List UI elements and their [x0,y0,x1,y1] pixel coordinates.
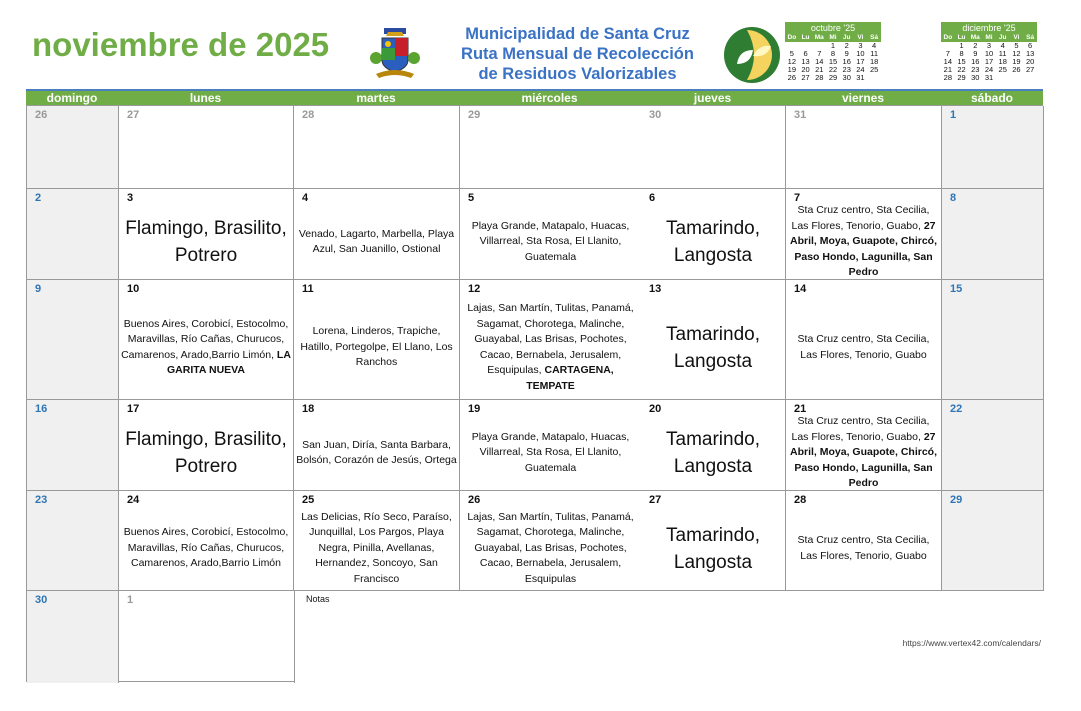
day-number: 5 [468,192,475,204]
route-areas-bold: CARTAGENA, TEMPATE [526,364,614,392]
mini-day: 31 [984,73,994,82]
day-cell[interactable] [27,189,119,280]
day-number: 27 [649,494,662,506]
mini-day: 5 [789,49,794,58]
mini-day: 2 [844,41,849,50]
collection-route [462,509,639,588]
day-cell[interactable] [641,400,786,491]
mini-day: 1 [959,41,964,50]
notes-label: Notas [306,594,330,604]
day-number: 1 [127,594,134,606]
collection-route [788,509,939,588]
mini-weekday: Do [941,34,955,42]
route-areas: Playa Grande, Matapalo, Huacas, Villarreal, Sta Rosa, El Llanito, Guatemala [471,430,630,474]
day-cell[interactable] [641,189,786,280]
mini-day: 10 [984,49,994,58]
route-text [788,414,939,492]
header-line-1: Municipalidad de Santa Cruz [465,25,690,43]
day-cell[interactable] [942,280,1044,400]
mini-day: 4 [1000,41,1005,50]
day-number: 4 [302,192,309,204]
mini-day: 7 [817,49,822,58]
day-number: 28 [302,109,315,121]
route-areas: Lajas, San Martín, Tulitas, Panamá, Sagamat, Chorotega, Malinche, Guayabal, Las Brisas, Pochotes, Cacao, Bernabela, Jerusalem, Esquipulas, [467,302,634,376]
mini-day: 30 [971,73,980,82]
day-number: 26 [35,109,48,121]
day-number: 30 [649,109,662,121]
route-text [643,321,783,375]
mini-weekday: Sá [1023,34,1037,42]
mini-day: 24 [856,65,865,74]
route-areas: Buenos Aires, Corobicí, Estocolmo, Maravillas, Río Cañas, Churucos, Camarenos, Arado,Barrio Limón, [121,317,289,361]
route-areas: Lajas, San Martín, Tulitas, Panamá, Sagamat, Chorotega, Malinche, Guayabal, Las Brisas, Pochotes, Cacao, Bernabela, Jerusalem, Esquipulas [467,510,634,585]
route-text [788,203,939,281]
day-cell[interactable] [294,491,460,591]
mini-day: 19 [1012,57,1021,66]
day-cell[interactable] [786,189,942,280]
mini-day: 15 [957,57,966,66]
collection-route [296,509,457,588]
day-cell[interactable] [294,106,460,189]
mini-day: 26 [787,73,797,82]
mini-calendar-title: diciembre '25 [941,22,1037,34]
day-cell[interactable] [119,400,294,491]
mini-weekday: Ju [840,34,854,42]
mini-weekday: Vi [1010,34,1024,42]
day-cell[interactable] [786,106,942,189]
day-cell[interactable] [119,106,294,189]
collection-route [643,298,783,397]
mini-day: 18 [869,57,879,66]
day-number: 23 [35,494,48,506]
weekday-6: sábado [970,91,1013,105]
month-title: noviembre de 2025 [32,26,330,63]
mini-weekday: Lu [955,34,969,42]
route-areas: San Juan, Diría, Santa Barbara, Bolsón, Corazón de Jesús, Ortega [296,438,457,466]
vertex42-link[interactable]: https://www.vertex42.com/calendars/ [902,638,1041,648]
route-text [462,301,639,394]
municipality-header [430,24,725,84]
mini-day: 23 [971,65,980,74]
day-cell[interactable] [294,400,460,491]
mini-day: 12 [787,57,797,66]
day-cell[interactable] [942,106,1044,189]
day-cell[interactable] [641,491,786,591]
collection-route [296,418,457,488]
mini-calendar-title: octubre '25 [785,22,881,34]
day-cell[interactable] [786,491,942,591]
day-cell[interactable] [942,400,1044,491]
header-line-2: Ruta Mensual de Recolección [461,45,694,63]
day-number: 18 [302,403,315,415]
day-number: 12 [468,283,481,295]
mini-day: 11 [998,49,1007,58]
mini-day: 29 [957,73,966,82]
day-cell[interactable] [786,280,942,400]
header-line-3: de Residuos Valorizables [478,65,677,83]
route-text [296,438,457,469]
mini-day: 23 [842,65,851,74]
route-areas: Tamarindo, Langosta [666,323,760,372]
route-areas: Tamarindo, Langosta [666,218,760,266]
mini-weekday: Vi [854,34,868,42]
mini-weekday: Mi [982,34,996,42]
day-number: 2 [35,192,42,204]
day-number: 17 [127,403,140,415]
mini-calendar-december [941,22,1037,82]
mini-day: 10 [856,49,865,58]
collection-route [643,418,783,488]
collection-route [121,509,291,588]
mini-day: 3 [986,41,992,50]
day-number: 13 [649,283,662,295]
mini-day: 22 [828,65,838,74]
route-areas-bold: 27 Abril, Moya, Guapote, Chircó, Paso Hondo, Lagunilla, San Pedro [789,430,937,490]
mini-day: 19 [787,65,797,74]
day-number: 3 [127,192,134,204]
mini-day: 21 [815,65,824,74]
day-number: 22 [950,403,963,415]
day-number: 30 [35,594,48,606]
mini-day: 14 [815,57,824,66]
day-number: 24 [127,494,140,506]
mini-day: 14 [943,57,953,66]
day-cell[interactable] [942,491,1044,591]
day-cell[interactable] [119,280,294,400]
mini-day: 20 [1025,57,1035,66]
mini-day: 31 [856,73,865,82]
route-text [296,227,457,258]
day-number: 26 [468,494,481,506]
day-cell[interactable] [460,106,641,189]
route-text [643,426,783,480]
day-number: 7 [794,192,801,204]
day-number: 31 [794,109,807,121]
route-areas: Las Delicias, Río Seco, Paraíso, Junquillal, Los Pargos, Playa Negra, Pinilla, Avellanas, Hernandez, Soncoyo, San Francisco [301,510,452,585]
mini-day: 8 [830,49,836,58]
mini-day: 13 [801,57,810,66]
mini-weekday: Ma [812,34,826,42]
route-areas: Sta Cruz centro, Sta Cecilia, Las Flores, Tenorio, Guabo [797,534,930,562]
weekday-0: domingo [46,91,98,105]
route-areas-bold: LA GARITA NUEVA [167,348,291,376]
weekday-4: jueves [693,91,732,105]
route-areas: Tamarindo, Langosta [666,429,760,477]
day-cell[interactable] [27,280,119,400]
notes-area[interactable] [294,591,1044,683]
route-areas: Buenos Aires, Corobicí, Estocolmo, Maravillas, Río Cañas, Churucos, Camarenos, Arado,Barrio Limón [123,526,289,570]
coat-of-arms-logo [368,24,422,82]
route-text [788,533,939,564]
route-text [462,219,639,266]
day-number: 25 [302,494,315,506]
mini-day: 2 [973,41,978,50]
collection-route [643,509,783,588]
mini-day: 17 [856,57,865,66]
mini-day: 3 [858,41,863,50]
weekday-1: lunes [189,91,222,105]
mini-day: 29 [828,73,838,82]
mini-day: 17 [984,57,994,66]
mini-day: 15 [828,57,838,66]
day-cell[interactable] [27,106,119,189]
calendar-grid [26,105,1043,682]
mini-day: 28 [943,73,953,82]
route-text [462,430,639,477]
mini-weekday: Sá [867,34,881,42]
mini-day: 12 [1012,49,1021,58]
mini-day: 30 [842,73,851,82]
mini-day: 21 [943,65,953,74]
weekday-5: viernes [841,91,885,105]
day-cell[interactable] [27,591,119,683]
route-areas: Sta Cruz centro, Sta Cecilia, Las Flores, Tenorio, Guabo [797,333,930,361]
day-number: 29 [468,109,481,121]
route-areas: Flamingo, Brasilito, Potrero [125,429,287,477]
mini-day: 28 [815,73,824,82]
collection-route [643,207,783,277]
mini-day: 26 [1012,65,1021,74]
collection-route [462,418,639,488]
mini-day: 11 [870,49,879,58]
day-cell[interactable] [294,280,460,400]
route-areas: Tamarindo, Langosta [666,524,760,573]
route-text [121,426,291,480]
mini-day: 22 [957,65,966,74]
day-number: 10 [127,283,140,295]
mini-day: 16 [842,57,851,66]
day-cell[interactable] [942,189,1044,280]
day-cell[interactable] [294,189,460,280]
day-number: 16 [35,403,48,415]
mini-day: 24 [984,65,994,74]
day-number: 27 [127,109,140,121]
day-cell[interactable] [27,491,119,591]
mini-day: 18 [998,57,1007,66]
route-text [121,215,291,269]
route-text [643,215,783,269]
route-text [121,525,291,572]
route-text [788,332,939,363]
mini-calendar-october [785,22,881,82]
collection-route [462,207,639,277]
day-number: 1 [950,109,957,121]
mini-day: 20 [801,65,810,74]
day-cell[interactable] [460,280,641,400]
route-text [462,510,639,588]
day-cell[interactable] [460,491,641,591]
route-text [296,510,457,588]
mini-day: 5 [1014,41,1019,50]
day-cell[interactable] [641,280,786,400]
route-areas: Flamingo, Brasilito, Potrero [125,218,287,266]
day-cell[interactable] [27,400,119,491]
day-cell[interactable] [119,491,294,591]
route-areas: Playa Grande, Matapalo, Huacas, Villarreal, Sta Rosa, El Llanito, Guatemala [471,219,630,263]
day-cell[interactable] [460,189,641,280]
day-number: 14 [794,283,807,295]
mini-day: 27 [1025,65,1035,74]
collection-route [788,204,939,279]
day-cell[interactable] [641,106,786,189]
collection-route [788,415,939,490]
mini-day: 6 [1028,41,1033,50]
route-text [643,522,783,576]
day-number: 29 [950,494,963,506]
route-areas: Sta Cruz centro, Sta Cecilia, Las Flores, Tenorio, Guabo, [791,415,930,443]
collection-route [462,298,639,397]
day-number: 20 [649,403,662,415]
mini-day: 7 [945,49,950,58]
day-number: 8 [950,192,957,204]
mini-day: 6 [803,49,808,58]
mini-day: 13 [1025,49,1035,58]
day-number: 21 [794,403,807,415]
mini-day: 4 [872,41,877,50]
mini-day: 1 [830,41,836,50]
mini-day: 16 [971,57,980,66]
collection-route [296,207,457,277]
day-number: 15 [950,283,963,295]
day-number: 6 [649,192,656,204]
collection-route [296,298,457,397]
mini-weekday: Ju [996,34,1010,42]
mini-weekday: Lu [799,34,813,42]
mini-day: 9 [844,49,849,58]
weekday-2: martes [356,91,396,105]
route-areas: Sta Cruz centro, Sta Cecilia, Las Flores, Tenorio, Guabo, [791,204,930,232]
mini-day: 25 [998,65,1007,74]
route-text [296,324,457,371]
collection-route [121,418,291,488]
mini-day: 27 [801,73,810,82]
day-number: 11 [302,283,314,295]
collection-route [121,298,291,397]
route-text [121,317,291,379]
day-cell[interactable] [460,400,641,491]
route-areas: Venado, Lagarto, Marbella, Playa Azul, San Juanillo, Ostional [298,227,455,255]
mini-weekday: Do [785,34,799,42]
collection-route [788,298,939,397]
mini-weekday: Mi [826,34,840,42]
mini-day: 8 [959,49,964,58]
mini-day: 25 [869,65,879,74]
route-areas: Lorena, Linderos, Trapiche, Hatillo, Portegolpe, El Llano, Los Ranchos [300,325,453,369]
mini-day: 9 [973,49,978,58]
route-areas-bold: 27 Abril, Moya, Guapote, Chircó, Paso Hondo, Lagunilla, San Pedro [789,219,937,279]
day-number: 9 [35,283,42,295]
day-cell[interactable] [786,400,942,491]
collection-route [121,207,291,277]
day-number: 19 [468,403,481,415]
day-number: 28 [794,494,807,506]
weekday-3: miércoles [521,91,578,105]
day-cell[interactable] [119,189,294,280]
mini-weekday: Ma [968,34,982,42]
weekday-header [26,89,1043,105]
gestion-ambiental-logo [723,26,781,84]
